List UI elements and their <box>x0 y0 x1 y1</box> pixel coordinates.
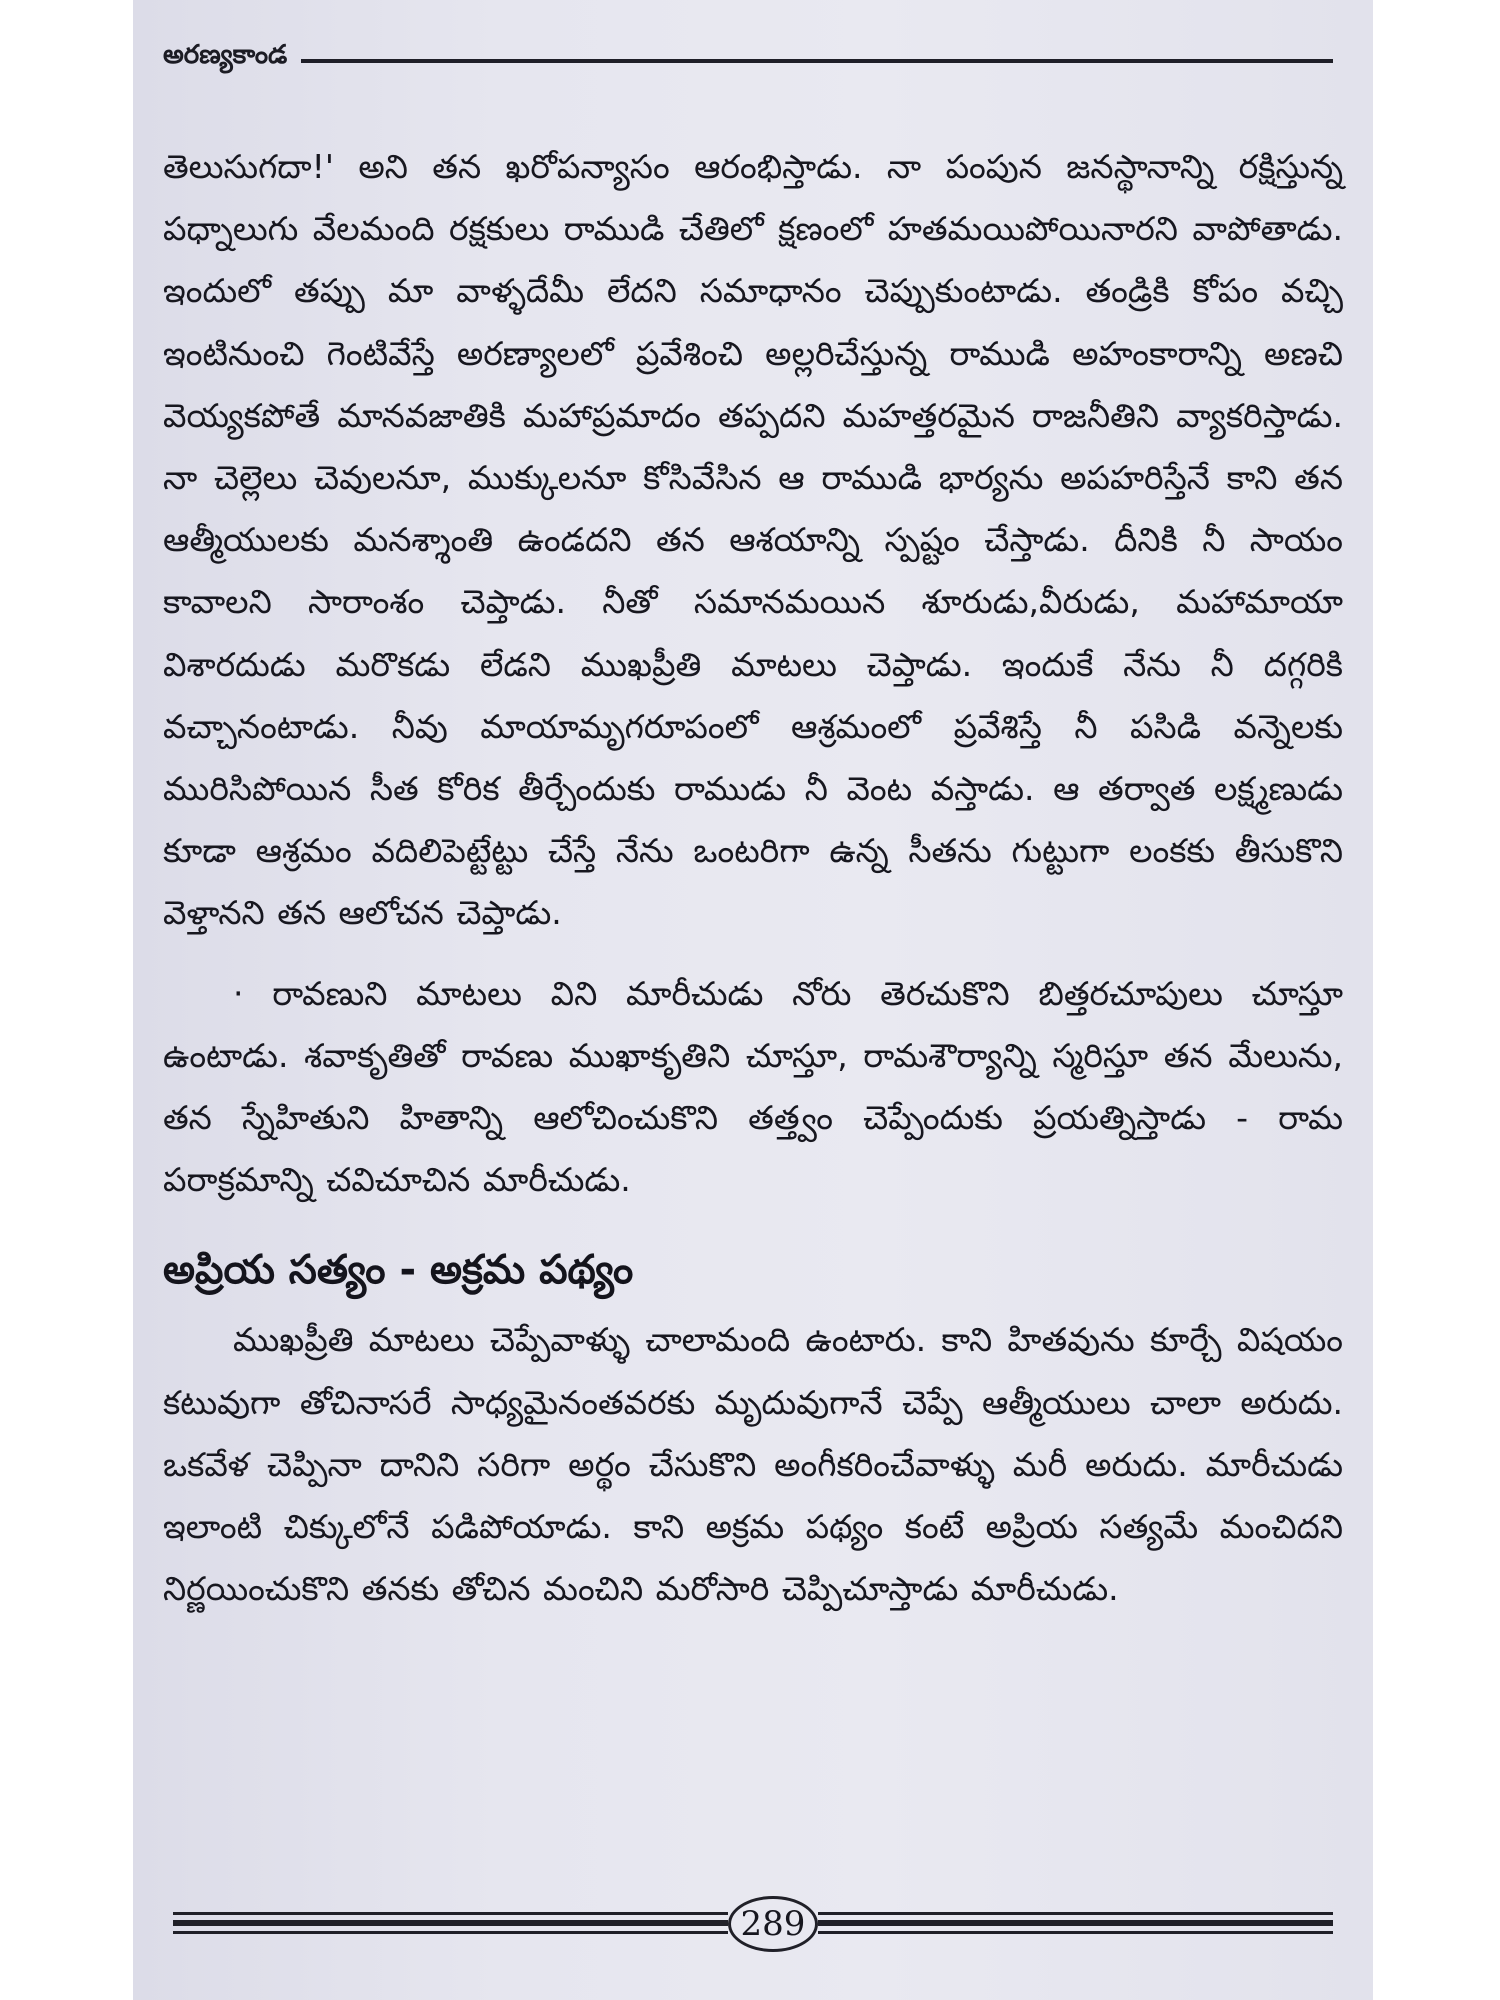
footer-rule-left <box>173 1912 728 1934</box>
header-rule <box>301 59 1333 63</box>
paragraph-1: తెలుసుగదా!' అని తన ఖరోపన్యాసం ఆరంభిస్తాడు. నా పంపున జనస్థానాన్ని రక్షిస్తున్న పధ్నాలుగు వేలమంది రక్షకులు రాముడి చేతిలో క్షణంలో హతమయిపోయినారని వాపోతాడు. ఇందులో తప్పు మా వాళ్ళదేమీ లేదని సమాధానం చెప్పుకుంటాడు. తండ్రికి కోపం వచ్చి ఇంటినుంచి గెంటివేస్తే అరణ్యాలలో ప్రవేశించి అల్లరిచేస్తున్న రాముడి అహంకారాన్ని అణచి వెయ్యకపోతే మానవజాతికి మహాప్రమాదం తప్పదని మహత్తరమైన రాజనీతిని వ్యాకరిస్తాడు. నా చెల్లెలు చెవులనూ, ముక్కులనూ కోసివేసిన ఆ రాముడి భార్యను అపహరిస్తేనే కాని తన ఆత్మీయులకు మనశ్శాంతి ఉండదని తన ఆశయాన్ని స్పష్టం చేస్తాడు. దీనికి నీ సాయం కావాలని సారాంశం చెప్తాడు. నీతో సమానమయిన శూరుడు,వీరుడు, మహామాయా విశారదుడు మరొకడు లేడని ముఖప్రీతి మాటలు చెప్తాడు. ఇందుకే నేను నీ దగ్గరికి వచ్చానంటాడు. నీవు మాయామృగరూపంలో ఆశ్రమంలో ప్రవేశిస్తే నీ పసిడి వన్నెలకు మురిసిపోయిన సీత కోరిక తీర్చేందుకు రాముడు నీ వెంట వస్తాడు. ఆ తర్వాత లక్ష్మణుడు కూడా ఆశ్రమం వదిలిపెట్టేట్టు చేస్తే నేను ఒంటరిగా ఉన్న సీతను గుట్టుగా లంకకు తీసుకొని వెళ్తానని తన ఆలోచన చెప్తాడు. <box>163 147 1343 933</box>
section-paragraph: ముఖప్రీతి మాటలు చెప్పేవాళ్ళు చాలామంది ఉంటారు. కాని హితవును కూర్చే విషయం కటువుగా తోచినాసరే సాధ్యమైనంతవరకు మృదువుగానే చెప్పే ఆత్మీయులు చాలా అరుదు. ఒకవేళ చెప్పినా దానిని సరిగా అర్థం చేసుకొని అంగీకరించేవాళ్ళు మరీ అరుదు. మారీచుడు ఇలాంటి చిక్కులోనే పడిపోయాడు. కాని అక్రమ పథ్యం కంటే అప్రియ సత్యమే మంచిదని నిర్ణయించుకొని తనకు తోచిన మంచిని మరోసారి చెప్పిచూస్తాడు మారీచుడు. <box>163 1320 1343 1609</box>
page-header <box>163 38 1333 78</box>
running-head: అరణ్యకాండ <box>163 40 288 70</box>
page-footer <box>173 1896 1333 1956</box>
paragraph-2: · రావణుని మాటలు విని మారీచుడు నోరు తెరచుకొని బిత్తరచూపులు చూస్తూ ఉంటాడు. శవాకృతితో రావణు ముఖాకృతిని చూస్తూ, రామశౌర్యాన్ని స్మరిస్తూ తన మేలును, తన స్నేహితుని హితాన్ని ఆలోచించుకొని తత్త్వం చెప్పేందుకు ప్రయత్నిస్తాడు - రామ పరాక్రమాన్ని చవిచూచిన మారీచుడు. <box>163 973 1343 1200</box>
book-page <box>133 0 1373 2000</box>
page-body <box>163 136 1343 1620</box>
section-heading: అప్రియ సత్యం - అక్రమ పథ్యం <box>163 1247 634 1294</box>
page-number: 289 <box>728 1896 818 1952</box>
footer-rule-right <box>818 1912 1333 1934</box>
